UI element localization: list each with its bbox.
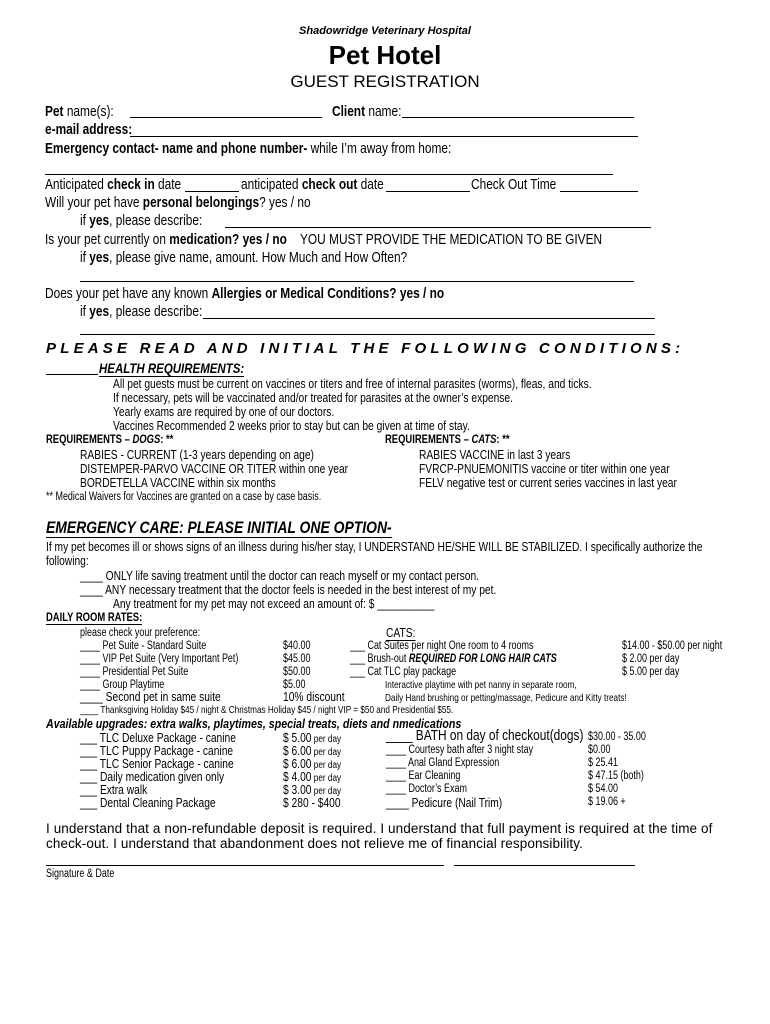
holiday-option[interactable]: ____ Thanksgiving Holiday $45 / night & Christmas Holiday $45 / night VIP = $50 and Presidential $55.: [80, 704, 454, 716]
medication-question: Is your pet currently on medication? yes / no YOU MUST PROVIDE THE MEDICATION TO BE GIVEN: [45, 232, 603, 248]
second-pet-option[interactable]: ____ Second pet in same suite: [80, 690, 221, 704]
belongings-describe-label: if yes, please describe:: [80, 213, 203, 229]
upgrade-right-1[interactable]: ____ BATH on day of checkout(dogs): [386, 728, 584, 744]
health-line-3: Yearly exams are required by one of our doctors.: [113, 405, 335, 419]
health-initial-field[interactable]: [46, 374, 98, 375]
signature-label: Signature & Date: [46, 868, 115, 880]
checkin-field[interactable]: [185, 191, 239, 192]
client-name-field[interactable]: [402, 117, 634, 118]
financial-statement-2: check-out. I understand that abandonment does not relieve me of financial responsibility.: [46, 836, 583, 851]
allergies-describe-label: if yes, please describe:: [80, 304, 203, 320]
emergency-option-1[interactable]: ____ ONLY life saving treatment until the doctor can reach myself or my contact person.: [80, 569, 480, 583]
dog-room-1-price: $40.00: [283, 640, 311, 652]
upgrade-left-3[interactable]: ___ TLC Senior Package - canine: [80, 757, 234, 771]
upgrade-right-2-price: $0.00: [588, 744, 611, 756]
upgrade-right-2[interactable]: ____ Courtesy bath after 3 night stay: [386, 744, 534, 756]
upgrade-right-4-price: $ 47.15 (both): [588, 770, 644, 782]
emergency-paragraph-2: following:: [46, 554, 89, 568]
health-line-2: If necessary, pets will be vaccinated and/or treated for parasites at the owner’s expense.: [113, 391, 513, 405]
checkout-field[interactable]: [386, 191, 470, 192]
second-pet-price: 10% discount: [283, 690, 345, 704]
dog-req-3: BORDETELLA VACCINE within six months: [80, 476, 276, 490]
upgrade-right-6-price: $ 19.06 +: [588, 796, 626, 808]
checkout-time-label: Check Out Time: [471, 177, 557, 193]
dog-room-2[interactable]: ____ VIP Pet Suite (Very Important Pet): [80, 653, 239, 665]
upgrade-left-1[interactable]: ___ TLC Deluxe Package - canine: [80, 731, 236, 745]
interactive-playtime-note: Interactive playtime with pet nanny in separate room,: [385, 679, 577, 691]
dog-room-3-price: $50.00: [283, 666, 311, 678]
upgrade-left-6[interactable]: ___ Dental Cleaning Package: [80, 796, 216, 810]
conditions-heading: PLEASE READ AND INITIAL THE FOLLOWING CONDITIONS:: [46, 340, 685, 357]
cat-room-3[interactable]: ___ Cat TLC play package: [350, 666, 457, 678]
cat-room-1[interactable]: ___ Cat Suites per night One room to 4 rooms: [350, 640, 534, 652]
dog-room-2-price: $45.00: [283, 653, 311, 665]
upgrades-title: Available upgrades: extra walks, playtimes, special treats, diets and nmedications: [46, 716, 462, 731]
upgrade-right-5-price: $ 54.00: [588, 783, 618, 795]
upgrade-left-4-price: $ 4.00 per day: [283, 770, 342, 784]
dog-room-4[interactable]: ____ Group Playtime: [80, 679, 165, 691]
allergies-describe-field[interactable]: [203, 318, 655, 319]
daily-rates-title: DAILY ROOM RATES:: [46, 612, 143, 624]
cat-room-2-price: $ 2.00 per day: [622, 653, 680, 665]
page-title: Pet Hotel: [328, 40, 442, 70]
page-subtitle: GUEST REGISTRATION: [290, 72, 480, 91]
cats-label: CATS:: [386, 626, 416, 640]
upgrade-right-5[interactable]: ____ Doctor’s Exam: [386, 783, 467, 795]
cat-room-3-price: $ 5.00 per day: [622, 666, 680, 678]
medication-detail-field[interactable]: [80, 281, 634, 282]
upgrade-right-3-price: $ 25.41: [588, 757, 618, 769]
daily-hand-note: Daily Hand brushing or petting/massage, Pedicure and Kitty treats!: [385, 692, 627, 704]
pet-name-label: Pet name(s):: [45, 104, 114, 120]
upgrade-left-5-price: $ 3.00 per day: [283, 783, 342, 797]
health-line-4: Vaccines Recommended 2 weeks prior to stay but can be given at time of stay.: [113, 419, 470, 433]
cat-req-2: FVRCP-PNUEMONITIS vaccine or titer within one year: [419, 462, 670, 476]
upgrade-right-1-price: $30.00 - 35.00: [588, 731, 646, 743]
upgrade-left-3-price: $ 6.00 per day: [283, 757, 342, 771]
upgrade-left-2-price: $ 6.00 per day: [283, 744, 342, 758]
upgrade-left-1-price: $ 5.00 per day: [283, 731, 342, 745]
allergies-question: Does your pet have any known Allergies or Medical Conditions? yes / no: [45, 286, 445, 302]
upgrade-left-2[interactable]: ___ TLC Puppy Package - canine: [80, 744, 234, 758]
health-line-1: All pet guests must be current on vaccines or titers and free of internal parasites (worms), fleas, and ticks.: [113, 377, 592, 391]
emergency-option-2[interactable]: ____ ANY necessary treatment that the doctor feels is needed in the best interest of my pet.: [80, 583, 497, 597]
dog-req-1: RABIES - CURRENT (1-3 years depending on age): [80, 448, 314, 462]
cat-req-1: RABIES VACCINE in last 3 years: [419, 448, 571, 462]
financial-statement-1: I understand that a non-refundable deposit is required. I understand that full payment is required at the time of: [46, 821, 713, 836]
preference-label: please check your preference:: [80, 627, 201, 639]
emergency-paragraph-1: If my pet becomes ill or shows signs of an illness during his/her stay, I UNDERSTAND HE/SHE WILL BE STABILIZED. I specifically authorize the: [46, 540, 703, 554]
upgrade-right-6[interactable]: ____ Pedicure (Nail Trim): [386, 796, 503, 810]
checkout-time-field[interactable]: [560, 191, 638, 192]
cat-room-2[interactable]: ___ Brush-out REQUIRED FOR LONG HAIR CATS: [350, 653, 557, 665]
cat-room-1-price: $14.00 - $50.00 per night: [622, 640, 723, 652]
checkin-label: Anticipated check in date: [45, 177, 182, 193]
upgrade-right-4[interactable]: ____ Ear Cleaning: [386, 770, 461, 782]
emergency-contact-field[interactable]: [45, 174, 613, 175]
dog-room-1[interactable]: ____ Pet Suite - Standard Suite: [80, 640, 207, 652]
dog-room-4-price: $5.00: [283, 679, 306, 691]
upgrade-left-5[interactable]: ___ Extra walk: [80, 783, 148, 797]
dog-req-2: DISTEMPER-PARVO VACCINE OR TITER within one year: [80, 462, 349, 476]
email-label: e-mail address:: [45, 122, 133, 138]
client-name-label: Client name:: [332, 104, 402, 120]
hospital-name: Shadowridge Veterinary Hospital: [299, 25, 471, 37]
emergency-care-title: EMERGENCY CARE: PLEASE INITIAL ONE OPTION-: [46, 518, 392, 537]
checkout-label: anticipated check out date: [241, 177, 384, 193]
medical-waiver-note: ** Medical Waivers for Vaccines are granted on a case by case basis.: [46, 491, 322, 503]
dogs-requirements-heading: REQUIREMENTS – DOGS: **: [46, 434, 174, 446]
belongings-describe-field[interactable]: [225, 227, 651, 228]
upgrade-right-3[interactable]: ____ Anal Gland Expression: [386, 757, 500, 769]
cat-req-3: FELV negative test or current series vaccines in last year: [419, 476, 677, 490]
pet-name-field[interactable]: [130, 117, 322, 118]
treatment-limit-field[interactable]: Any treatment for my pet may not exceed an amount of: $ __________: [113, 597, 435, 611]
signature-field[interactable]: [46, 865, 444, 866]
date-field[interactable]: [454, 865, 635, 866]
medication-detail-label: if yes, please give name, amount. How Much and How Often?: [80, 250, 408, 266]
allergies-describe-field-2[interactable]: [80, 334, 655, 335]
emergency-contact-label: Emergency contact- name and phone number- while I’m away from home:: [45, 141, 452, 157]
upgrade-left-6-price: $ 280 - $400: [283, 796, 341, 810]
health-title: HEALTH REQUIREMENTS:: [99, 360, 245, 376]
upgrade-left-4[interactable]: ___ Daily medication given only: [80, 770, 225, 784]
belongings-question: Will your pet have personal belongings? yes / no: [45, 195, 311, 211]
dog-room-3[interactable]: ____ Presidential Pet Suite: [80, 666, 189, 678]
email-field[interactable]: [130, 136, 638, 137]
cats-requirements-heading: REQUIREMENTS – CATS: **: [385, 434, 510, 446]
